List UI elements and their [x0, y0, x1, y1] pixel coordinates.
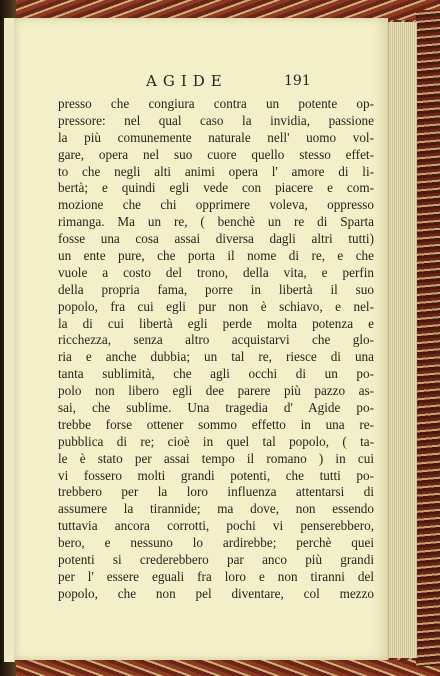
marbled-cover-right: [416, 10, 440, 666]
text-line: la più comunemente naturale nell' uomo vol-: [58, 129, 374, 145]
text-line: vuole a costo del trono, della vita, e perfin: [58, 264, 374, 280]
text-line: ricchezza, senza altro acquistarvi che glo-: [58, 332, 374, 348]
marbled-cover-top: [0, 0, 440, 20]
text-line: bero, e nessuno lo ardirebbe; perchè quei: [58, 535, 374, 551]
text-line: presso che congiura contra un potente op-: [58, 96, 374, 111]
text-line: popolo, fra cui egli pur non è schiavo, e nel-: [58, 298, 374, 314]
text-line: un ente pure, che porta il nome di re, e che: [58, 248, 374, 264]
text-line: le è stato per assai tempo il romano ) in cui: [58, 450, 374, 466]
text-line: tanta sublimità, che agli occhi di un po-: [58, 366, 374, 382]
page-stack-edges: [388, 22, 417, 658]
text-line: trebbero per la loro influenza attentarsi di: [58, 484, 374, 500]
text-line: la di cui libertà egli perde molta potenza e: [58, 315, 374, 331]
text-line: sai, che sublime. Una tragedia d' Agide po-: [58, 400, 374, 416]
text-line: mozione che chi opprimere voleva, oppresso: [58, 197, 374, 213]
page-number: 191: [284, 73, 311, 89]
text-line: fosse una cosa assai diversa dagli altri tutti): [58, 231, 374, 247]
body-text: [58, 96, 374, 603]
text-line: vi fossero molti grandi potenti, che tutti po-: [58, 467, 374, 483]
text-line: pressore: nel qual caso la invidia, passione: [58, 112, 374, 128]
text-line: trebbe forse ottener sommo effetto in una re-: [58, 416, 374, 432]
text-line: per l' essere eguali fra loro e non tiranni del: [58, 568, 374, 584]
text-line: tuttavia ancora corrotti, pochi vi penserebbero,: [58, 518, 374, 534]
running-title: AGIDE: [146, 72, 228, 90]
text-line: assumere la tirannide; ma dove, non essendo: [58, 501, 374, 517]
text-line: della propria fama, porre in libertà il suo: [58, 281, 374, 297]
text-line: ria e anche dubbia; un tal re, riesce di una: [58, 349, 374, 365]
text-line: gare, opera nel suo cuore quello stesso effet-: [58, 146, 374, 162]
marbled-cover-bottom: [0, 660, 440, 676]
text-line: to che negli alti animi opera l' amore di li-: [58, 163, 374, 179]
text-line: popolo, che non pel diventare, col mezzo: [58, 585, 374, 601]
text-line: polo non libero egli dee parere più pazzo as-: [58, 383, 374, 399]
text-line: potenti si crederebbero par anco più grandi: [58, 552, 374, 568]
text-line: pubblica di re; cioè in quel tal popolo, ( ta-: [58, 433, 374, 449]
text-line: rimanga. Ma un re, ( benchè un re di Sparta: [58, 214, 374, 230]
text-line: bertà; e quindi egli vede con piacere e com-: [58, 180, 374, 196]
page-header: [14, 72, 388, 94]
